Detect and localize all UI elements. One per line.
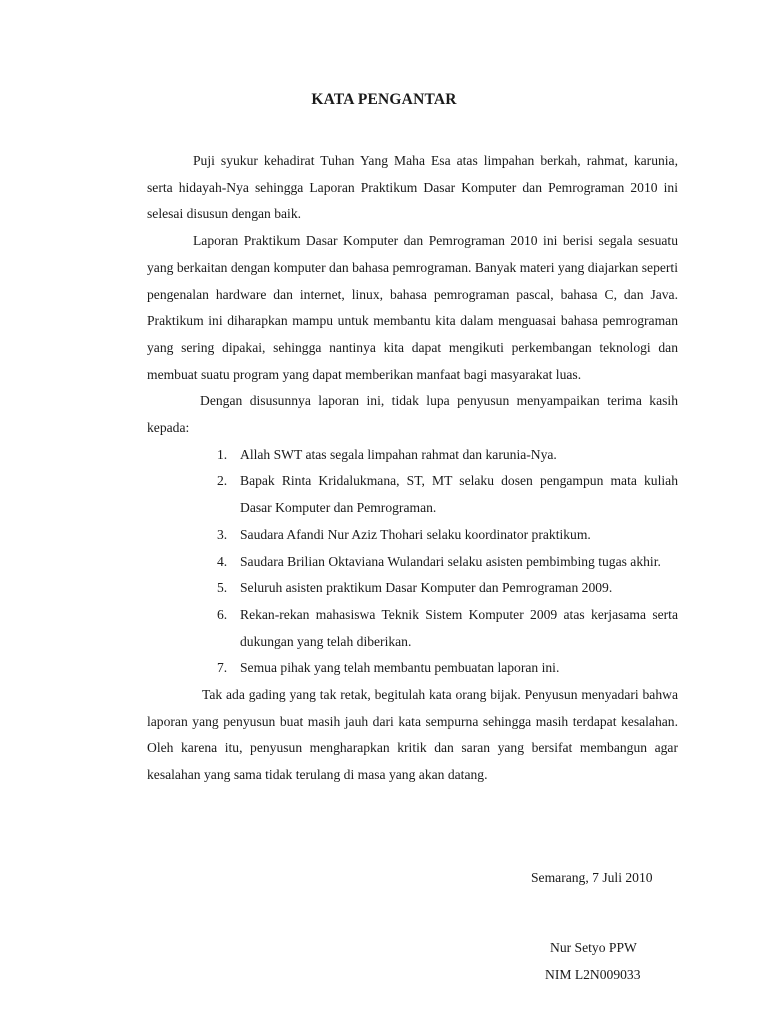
- list-item-text: Saudara Afandi Nur Aziz Thohari selaku koordinator praktikum.: [240, 526, 591, 542]
- signature-place-date: Semarang, 7 Juli 2010: [531, 870, 653, 885]
- list-item-number: 5.: [217, 580, 228, 596]
- paragraph-closing: Tak ada gading yang tak retak, begitulah kata orang bijak. Penyusun menyadari bahwa laporan yang penyusun buat masih jauh dari kata sempurna sehingga masih terdapat kesalahan. Oleh karena itu, penyusun mengharapkan kritik dan saran yang bersifat membangun agar kesalahan yang sama tidak terulang di masa yang akan datang.: [147, 687, 678, 783]
- list-item-text: Saudara Brilian Oktaviana Wulandari selaku asisten pembimbing tugas akhir.: [240, 553, 661, 569]
- signature-name: Nur Setyo PPW: [550, 940, 637, 955]
- paragraph-thanks-intro: Dengan disusunnya laporan ini, tidak lupa penyusun menyampaikan terima kasih kepada:: [147, 393, 678, 436]
- thanks-list: [147, 442, 678, 682]
- paragraph-report-description: Laporan Praktikum Dasar Komputer dan Pemrograman 2010 ini berisi segala sesuatu yang berkaitan dengan komputer dan bahasa pemrograman. Banyak materi yang diajarkan seperti pengenalan hardware dan internet, linux, bahasa pemrograman pascal, bahasa C, dan Java. Praktikum ini diharapkan mampu untuk membantu kita dalam menguasai bahasa pemrograman yang sering dipakai, sehingga nantinya kita dapat mengikuti perkembangan teknologi dan membuat suatu program yang dapat memberikan manfaat bagi masyarakat luas.: [147, 233, 678, 382]
- list-item-number: 6.: [217, 606, 228, 622]
- page-title: KATA PENGANTAR: [311, 91, 457, 108]
- list-item: [147, 468, 678, 521]
- list-item-number: 7.: [217, 660, 228, 676]
- list-item-text: Rekan-rekan mahasiswa Teknik Sistem Komputer 2009 atas kerjasama serta dukungan yang telah diberikan.: [240, 606, 678, 649]
- list-item: [147, 522, 678, 549]
- list-item: [147, 442, 678, 469]
- list-item-text: Allah SWT atas segala limpahan rahmat dan karunia-Nya.: [240, 446, 557, 462]
- list-item-number: 2.: [217, 473, 228, 489]
- list-item-number: 1.: [217, 446, 228, 462]
- list-item-text: Seluruh asisten praktikum Dasar Komputer dan Pemrograman 2009.: [240, 580, 613, 596]
- paragraph-gratitude: Puji syukur kehadirat Tuhan Yang Maha Esa atas limpahan berkah, rahmat, karunia, serta hidayah-Nya sehingga Laporan Praktikum Dasar Komputer dan Pemrograman 2010 ini selesai disusun dengan baik.: [147, 153, 678, 222]
- list-item: [147, 575, 678, 602]
- list-item-text: Bapak Rinta Kridalukmana, ST, MT selaku dosen pengampun mata kuliah Dasar Komputer dan Pemrograman.: [240, 473, 678, 516]
- list-item-number: 3.: [217, 526, 228, 542]
- list-item: [147, 549, 678, 576]
- list-item: [147, 655, 678, 682]
- body-text: [147, 148, 678, 789]
- list-item-text: Semua pihak yang telah membantu pembuatan laporan ini.: [240, 660, 560, 676]
- list-item-number: 4.: [217, 553, 228, 569]
- list-item: [147, 602, 678, 655]
- signature-nim: NIM L2N009033: [545, 967, 641, 982]
